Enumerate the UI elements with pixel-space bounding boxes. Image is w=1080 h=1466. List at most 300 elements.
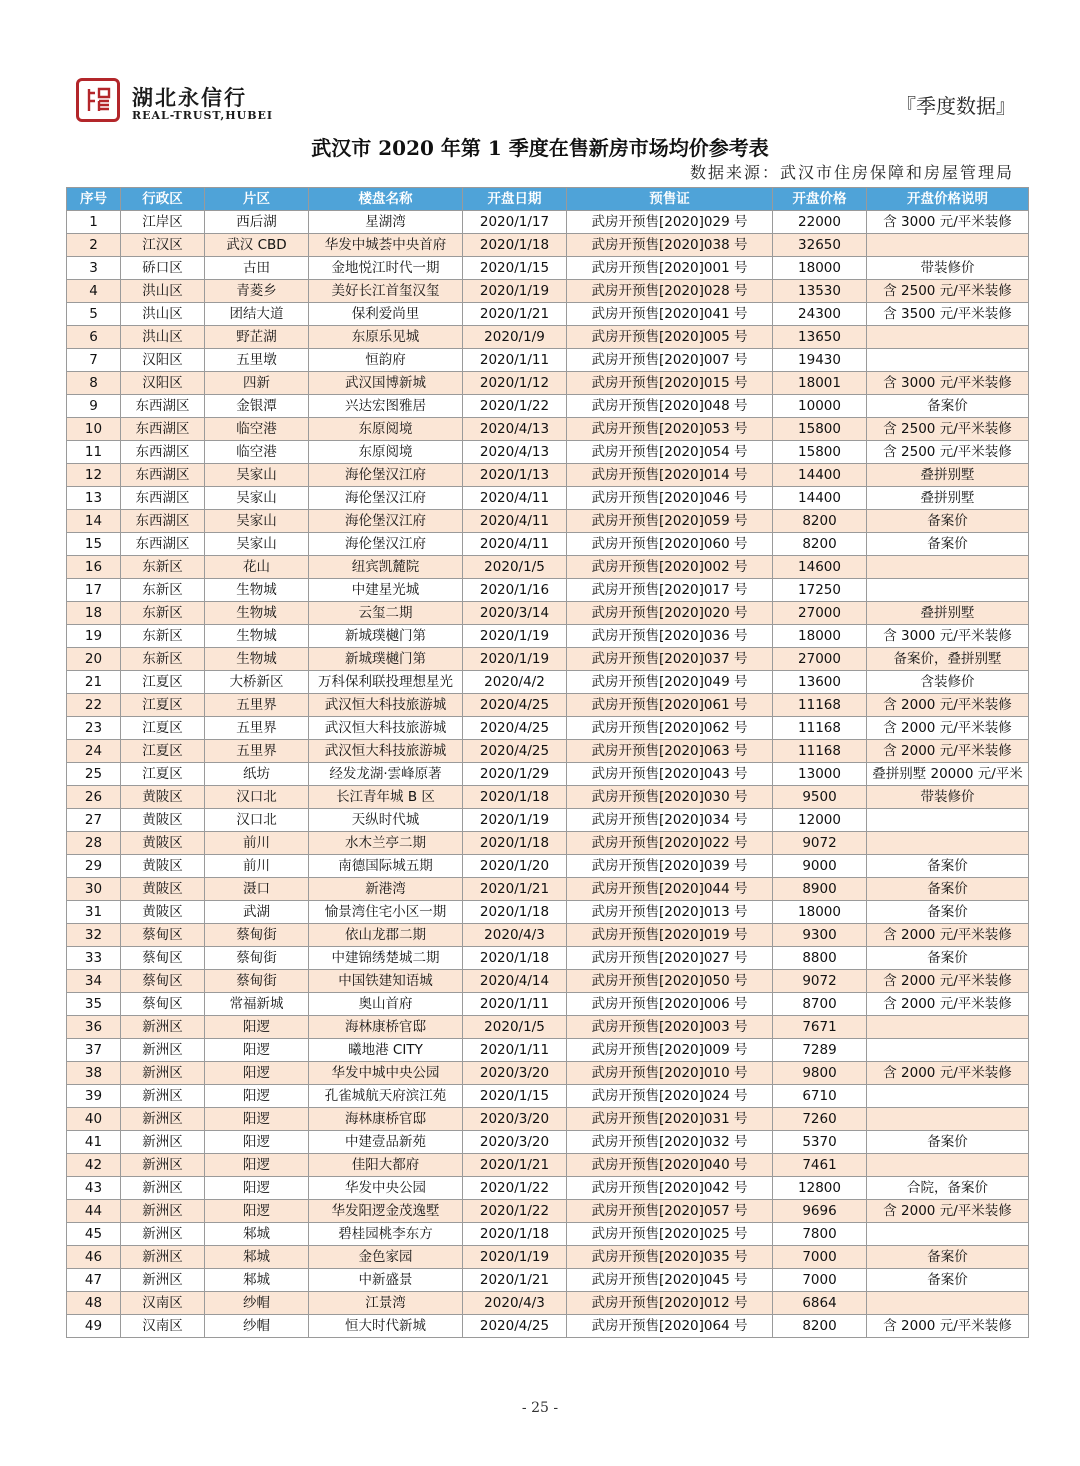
cell-col-district: 江汉区 [121,234,205,257]
cell-col-area: 阳逻 [205,1154,309,1177]
table-row [67,1016,1029,1039]
cell-col-permit: 武房开预售[2020]003 号 [567,1016,773,1039]
cell-col-price: 8200 [773,533,867,556]
cell-col-permit: 武房开预售[2020]025 号 [567,1223,773,1246]
cell-col-area: 野芷湖 [205,326,309,349]
cell-col-permit: 武房开预售[2020]061 号 [567,694,773,717]
cell-col-note: 含 2500 元/平米装修 [867,441,1029,464]
cell-col-area: 邾城 [205,1223,309,1246]
cell-col-permit: 武房开预售[2020]019 号 [567,924,773,947]
table-row [67,280,1029,303]
cell-col-index: 42 [67,1154,121,1177]
table-row [67,395,1029,418]
table-row [67,924,1029,947]
cell-col-project: 保利爱尚里 [309,303,463,326]
cell-col-price: 9300 [773,924,867,947]
table-row [67,809,1029,832]
cell-col-note: 含装修价 [867,671,1029,694]
cell-col-district: 新洲区 [121,1269,205,1292]
cell-col-permit: 武房开预售[2020]020 号 [567,602,773,625]
table-header-row [67,188,1029,211]
cell-col-price: 7461 [773,1154,867,1177]
table-row [67,303,1029,326]
cell-col-project: 海林康桥官邸 [309,1108,463,1131]
cell-col-note: 带装修价 [867,786,1029,809]
table-row [67,855,1029,878]
cell-col-price: 18001 [773,372,867,395]
cell-col-district: 江夏区 [121,717,205,740]
cell-col-price: 6710 [773,1085,867,1108]
cell-col-index: 41 [67,1131,121,1154]
cell-col-index: 47 [67,1269,121,1292]
cell-col-project: 海伦堡汉江府 [309,510,463,533]
table-row [67,1200,1029,1223]
cell-col-permit: 武房开预售[2020]041 号 [567,303,773,326]
table-row [67,1154,1029,1177]
cell-col-project: 武汉国博新城 [309,372,463,395]
cell-col-open-date: 2020/4/13 [463,441,567,464]
cell-col-price: 9500 [773,786,867,809]
cell-col-permit: 武房开预售[2020]030 号 [567,786,773,809]
cell-col-open-date: 2020/1/29 [463,763,567,786]
cell-col-district: 新洲区 [121,1062,205,1085]
cell-col-price: 14600 [773,556,867,579]
table-row [67,832,1029,855]
cell-col-area: 常福新城 [205,993,309,1016]
cell-col-project: 海伦堡汉江府 [309,487,463,510]
cell-col-permit: 武房开预售[2020]040 号 [567,1154,773,1177]
cell-col-price: 8900 [773,878,867,901]
cell-col-permit: 武房开预售[2020]038 号 [567,234,773,257]
cell-col-price: 9800 [773,1062,867,1085]
cell-col-project: 金地悦江时代一期 [309,257,463,280]
cell-col-project: 中新盛景 [309,1269,463,1292]
cell-col-permit: 武房开预售[2020]005 号 [567,326,773,349]
cell-col-project: 武汉恒大科技旅游城 [309,740,463,763]
table-row [67,878,1029,901]
cell-col-open-date: 2020/1/18 [463,1223,567,1246]
cell-col-price: 7671 [773,1016,867,1039]
table-row [67,533,1029,556]
cell-col-permit: 武房开预售[2020]027 号 [567,947,773,970]
cell-col-price: 11168 [773,694,867,717]
cell-col-price: 15800 [773,441,867,464]
cell-col-permit: 武房开预售[2020]031 号 [567,1108,773,1131]
cell-col-note: 备案价 [867,510,1029,533]
cell-col-open-date: 2020/1/21 [463,1154,567,1177]
cell-col-district: 江夏区 [121,763,205,786]
cell-col-project: 新港湾 [309,878,463,901]
table-row [67,717,1029,740]
cell-col-note [867,832,1029,855]
cell-col-project: 华发阳逻金茂逸墅 [309,1200,463,1223]
cell-col-district: 新洲区 [121,1246,205,1269]
cell-col-area: 阳逻 [205,1108,309,1131]
cell-col-district: 洪山区 [121,280,205,303]
cell-col-open-date: 2020/1/18 [463,234,567,257]
cell-col-index: 38 [67,1062,121,1085]
cell-col-price: 14400 [773,487,867,510]
cell-col-permit: 武房开预售[2020]048 号 [567,395,773,418]
table-row [67,1085,1029,1108]
cell-col-project: 中建锦绣楚城二期 [309,947,463,970]
cell-col-permit: 武房开预售[2020]059 号 [567,510,773,533]
cell-col-project: 天纵时代城 [309,809,463,832]
cell-col-open-date: 2020/1/18 [463,832,567,855]
cell-col-note: 含 3000 元/平米装修 [867,372,1029,395]
cell-col-open-date: 2020/1/22 [463,1200,567,1223]
cell-col-area: 吴家山 [205,510,309,533]
cell-col-price: 7289 [773,1039,867,1062]
cell-col-project: 南德国际城五期 [309,855,463,878]
cell-col-project: 孔雀城航天府滨江苑 [309,1085,463,1108]
cell-col-area: 汉口北 [205,786,309,809]
cell-col-permit: 武房开预售[2020]002 号 [567,556,773,579]
cell-col-district: 新洲区 [121,1200,205,1223]
cell-col-district: 东西湖区 [121,510,205,533]
cell-col-price: 18000 [773,257,867,280]
cell-col-district: 蔡甸区 [121,970,205,993]
header-col-price: 开盘价格 [773,188,867,211]
cell-col-open-date: 2020/1/22 [463,395,567,418]
cell-col-note: 合院，备案价 [867,1177,1029,1200]
table-row [67,211,1029,234]
cell-col-note [867,349,1029,372]
logo-seal-icon [83,85,113,115]
cell-col-project: 美好长江首玺汉玺 [309,280,463,303]
cell-col-project: 万科保利联投理想星光 [309,671,463,694]
cell-col-district: 东西湖区 [121,418,205,441]
cell-col-open-date: 2020/1/19 [463,809,567,832]
cell-col-area: 五里界 [205,694,309,717]
cell-col-index: 6 [67,326,121,349]
cell-col-index: 45 [67,1223,121,1246]
cell-col-note: 备案价 [867,901,1029,924]
cell-col-open-date: 2020/3/20 [463,1108,567,1131]
cell-col-project: 恒大时代新城 [309,1315,463,1338]
cell-col-project: 中国铁建知语城 [309,970,463,993]
cell-col-price: 9000 [773,855,867,878]
cell-col-price: 13530 [773,280,867,303]
cell-col-project: 依山龙郡二期 [309,924,463,947]
cell-col-note: 叠拼别墅 [867,464,1029,487]
cell-col-district: 新洲区 [121,1131,205,1154]
cell-col-district: 江岸区 [121,211,205,234]
cell-col-index: 24 [67,740,121,763]
cell-col-area: 阳逻 [205,1177,309,1200]
cell-col-index: 5 [67,303,121,326]
cell-col-project: 海伦堡汉江府 [309,464,463,487]
cell-col-district: 汉南区 [121,1315,205,1338]
cell-col-price: 11168 [773,740,867,763]
cell-col-open-date: 2020/4/25 [463,717,567,740]
cell-col-project: 新城璞樾门第 [309,648,463,671]
table-row [67,763,1029,786]
table-row [67,1108,1029,1131]
cell-col-open-date: 2020/1/11 [463,349,567,372]
table-row [67,1292,1029,1315]
cell-col-index: 46 [67,1246,121,1269]
table-row [67,786,1029,809]
page-number: - 25 - [521,1400,559,1416]
cell-col-permit: 武房开预售[2020]009 号 [567,1039,773,1062]
cell-col-permit: 武房开预售[2020]037 号 [567,648,773,671]
cell-col-project: 金色家园 [309,1246,463,1269]
cell-col-index: 35 [67,993,121,1016]
cell-col-area: 古田 [205,257,309,280]
cell-col-price: 7800 [773,1223,867,1246]
cell-col-open-date: 2020/1/13 [463,464,567,487]
cell-col-price: 18000 [773,901,867,924]
cell-col-price: 11168 [773,717,867,740]
cell-col-index: 1 [67,211,121,234]
cell-col-open-date: 2020/1/5 [463,1016,567,1039]
cell-col-index: 31 [67,901,121,924]
cell-col-note [867,579,1029,602]
table-row [67,625,1029,648]
table-row [67,372,1029,395]
page-title: 武汉市 2020 年第 1 季度在售新房市场均价参考表 [311,136,769,160]
cell-col-permit: 武房开预售[2020]032 号 [567,1131,773,1154]
cell-col-project: 中建星光城 [309,579,463,602]
cell-col-note: 含 2000 元/平米装修 [867,717,1029,740]
cell-col-permit: 武房开预售[2020]028 号 [567,280,773,303]
cell-col-district: 东新区 [121,579,205,602]
cell-col-district: 新洲区 [121,1085,205,1108]
table-row [67,947,1029,970]
cell-col-note [867,1223,1029,1246]
cell-col-area: 团结大道 [205,303,309,326]
cell-col-note: 备案价 [867,1246,1029,1269]
cell-col-open-date: 2020/1/19 [463,280,567,303]
cell-col-open-date: 2020/1/21 [463,878,567,901]
cell-col-district: 东西湖区 [121,533,205,556]
cell-col-index: 40 [67,1108,121,1131]
cell-col-permit: 武房开预售[2020]012 号 [567,1292,773,1315]
cell-col-area: 蔡甸街 [205,924,309,947]
table-row [67,970,1029,993]
cell-col-open-date: 2020/4/3 [463,1292,567,1315]
cell-col-project: 经发龙湖·雲峰原著 [309,763,463,786]
cell-col-price: 8700 [773,993,867,1016]
cell-col-index: 10 [67,418,121,441]
cell-col-index: 27 [67,809,121,832]
table-row [67,1315,1029,1338]
cell-col-index: 29 [67,855,121,878]
cell-col-project: 兴达宏图雅居 [309,395,463,418]
cell-col-note [867,809,1029,832]
cell-col-project: 奥山首府 [309,993,463,1016]
table-row [67,740,1029,763]
company-logo [76,78,120,122]
cell-col-area: 阳逻 [205,1039,309,1062]
cell-col-price: 27000 [773,602,867,625]
cell-col-note: 叠拼别墅 [867,602,1029,625]
cell-col-index: 37 [67,1039,121,1062]
cell-col-area: 蔡甸街 [205,947,309,970]
table-row [67,257,1029,280]
cell-col-open-date: 2020/4/11 [463,533,567,556]
cell-col-index: 7 [67,349,121,372]
cell-col-permit: 武房开预售[2020]010 号 [567,1062,773,1085]
page-header [76,76,1016,126]
cell-col-index: 39 [67,1085,121,1108]
cell-col-price: 22000 [773,211,867,234]
cell-col-note [867,1039,1029,1062]
cell-col-index: 30 [67,878,121,901]
cell-col-area: 吴家山 [205,464,309,487]
cell-col-index: 13 [67,487,121,510]
cell-col-area: 生物城 [205,625,309,648]
cell-col-index: 49 [67,1315,121,1338]
cell-col-open-date: 2020/1/15 [463,1085,567,1108]
cell-col-index: 17 [67,579,121,602]
cell-col-index: 32 [67,924,121,947]
table-row [67,1062,1029,1085]
cell-col-area: 阳逻 [205,1131,309,1154]
company-name-cn: 湖北永信行 [132,86,247,110]
cell-col-index: 22 [67,694,121,717]
cell-col-open-date: 2020/1/19 [463,1246,567,1269]
cell-col-district: 东新区 [121,556,205,579]
cell-col-open-date: 2020/4/13 [463,418,567,441]
cell-col-area: 纱帽 [205,1315,309,1338]
cell-col-index: 20 [67,648,121,671]
cell-col-index: 23 [67,717,121,740]
cell-col-area: 前川 [205,855,309,878]
cell-col-district: 黄陂区 [121,855,205,878]
cell-col-price: 8200 [773,1315,867,1338]
cell-col-project: 海伦堡汉江府 [309,533,463,556]
cell-col-area: 武湖 [205,901,309,924]
cell-col-permit: 武房开预售[2020]062 号 [567,717,773,740]
cell-col-price: 19430 [773,349,867,372]
cell-col-project: 武汉恒大科技旅游城 [309,717,463,740]
cell-col-open-date: 2020/4/11 [463,487,567,510]
cell-col-open-date: 2020/1/11 [463,1039,567,1062]
cell-col-note: 备案价 [867,947,1029,970]
cell-col-district: 东西湖区 [121,441,205,464]
cell-col-area: 阳逻 [205,1016,309,1039]
cell-col-index: 14 [67,510,121,533]
cell-col-note: 含 3500 元/平米装修 [867,303,1029,326]
cell-col-index: 43 [67,1177,121,1200]
cell-col-note [867,1016,1029,1039]
table-header [67,188,1029,211]
cell-col-district: 蔡甸区 [121,924,205,947]
cell-col-district: 新洲区 [121,1223,205,1246]
cell-col-permit: 武房开预售[2020]013 号 [567,901,773,924]
data-source: 数据来源：武汉市住房保障和房屋管理局 [689,163,1014,182]
cell-col-index: 33 [67,947,121,970]
cell-col-permit: 武房开预售[2020]042 号 [567,1177,773,1200]
cell-col-permit: 武房开预售[2020]063 号 [567,740,773,763]
cell-col-permit: 武房开预售[2020]029 号 [567,211,773,234]
cell-col-note: 含 2500 元/平米装修 [867,418,1029,441]
cell-col-price: 27000 [773,648,867,671]
cell-col-note [867,1085,1029,1108]
cell-col-area: 生物城 [205,648,309,671]
cell-col-price: 8200 [773,510,867,533]
cell-col-permit: 武房开预售[2020]024 号 [567,1085,773,1108]
cell-col-project: 华发中央公园 [309,1177,463,1200]
cell-col-index: 28 [67,832,121,855]
cell-col-open-date: 2020/1/11 [463,993,567,1016]
cell-col-note [867,1108,1029,1131]
cell-col-index: 9 [67,395,121,418]
cell-col-district: 黄陂区 [121,901,205,924]
cell-col-price: 13650 [773,326,867,349]
cell-col-permit: 武房开预售[2020]017 号 [567,579,773,602]
table-row [67,349,1029,372]
cell-col-price: 32650 [773,234,867,257]
cell-col-area: 阳逻 [205,1062,309,1085]
cell-col-district: 汉阳区 [121,349,205,372]
cell-col-area: 吴家山 [205,533,309,556]
cell-col-permit: 武房开预售[2020]053 号 [567,418,773,441]
cell-col-project: 纽宾凯麓院 [309,556,463,579]
cell-col-permit: 武房开预售[2020]054 号 [567,441,773,464]
table-row [67,579,1029,602]
cell-col-permit: 武房开预售[2020]060 号 [567,533,773,556]
cell-col-open-date: 2020/3/14 [463,602,567,625]
header-col-permit: 预售证 [567,188,773,211]
cell-col-permit: 武房开预售[2020]006 号 [567,993,773,1016]
cell-col-open-date: 2020/1/20 [463,855,567,878]
table-row [67,901,1029,924]
cell-col-open-date: 2020/1/18 [463,901,567,924]
cell-col-area: 临空港 [205,418,309,441]
cell-col-district: 新洲区 [121,1108,205,1131]
cell-col-district: 新洲区 [121,1154,205,1177]
header-col-project: 楼盘名称 [309,188,463,211]
header-col-index: 序号 [67,188,121,211]
price-table [66,187,1029,1338]
cell-col-permit: 武房开预售[2020]057 号 [567,1200,773,1223]
cell-col-price: 5370 [773,1131,867,1154]
table-row [67,993,1029,1016]
cell-col-note: 含 2000 元/平米装修 [867,740,1029,763]
cell-col-project: 长江青年城 B 区 [309,786,463,809]
table-row [67,234,1029,257]
cell-col-permit: 武房开预售[2020]014 号 [567,464,773,487]
cell-col-price: 7260 [773,1108,867,1131]
cell-col-note: 含 2500 元/平米装修 [867,280,1029,303]
cell-col-district: 新洲区 [121,1016,205,1039]
cell-col-note: 含 2000 元/平米装修 [867,694,1029,717]
cell-col-price: 8800 [773,947,867,970]
cell-col-district: 蔡甸区 [121,993,205,1016]
cell-col-index: 44 [67,1200,121,1223]
cell-col-note [867,1154,1029,1177]
cell-col-index: 36 [67,1016,121,1039]
table-row [67,1039,1029,1062]
cell-col-project: 星湖湾 [309,211,463,234]
cell-col-project: 水木兰亭二期 [309,832,463,855]
cell-col-index: 26 [67,786,121,809]
cell-col-district: 汉南区 [121,1292,205,1315]
cell-col-index: 19 [67,625,121,648]
cell-col-price: 9696 [773,1200,867,1223]
cell-col-area: 阳逻 [205,1200,309,1223]
table-row [67,671,1029,694]
table-row [67,510,1029,533]
cell-col-note: 含 2000 元/平米装修 [867,924,1029,947]
cell-col-project: 新城璞樾门第 [309,625,463,648]
cell-col-note: 含 2000 元/平米装修 [867,970,1029,993]
cell-col-area: 阳逻 [205,1085,309,1108]
cell-col-permit: 武房开预售[2020]034 号 [567,809,773,832]
